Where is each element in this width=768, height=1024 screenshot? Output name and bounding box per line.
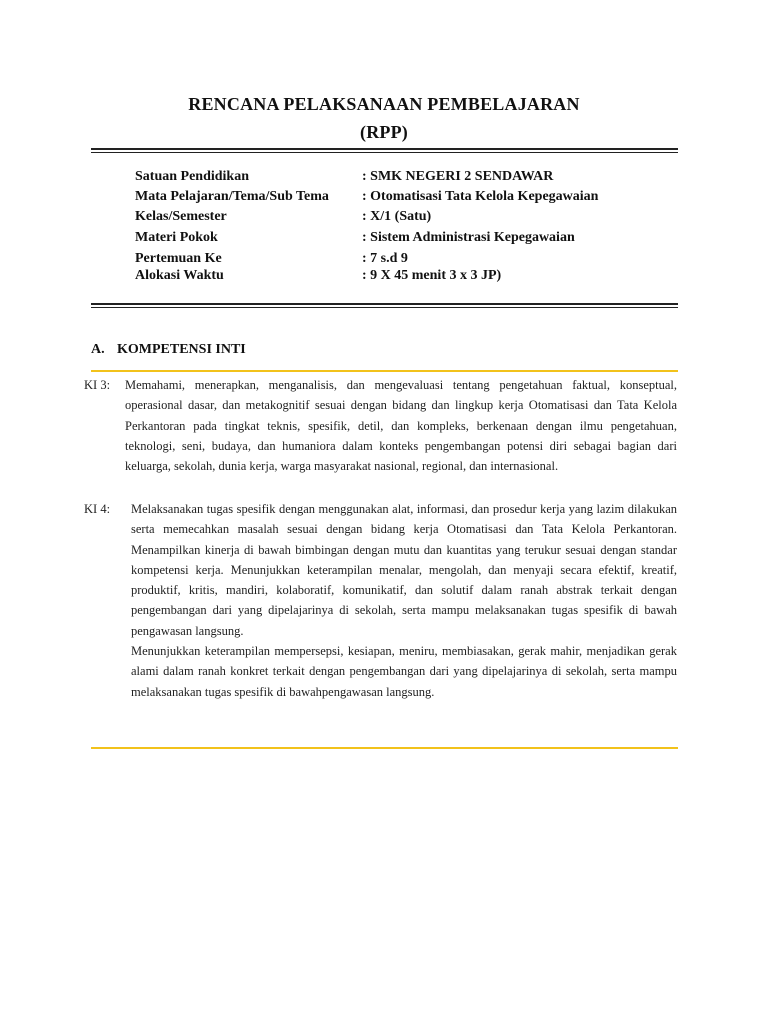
- header-divider-bottom: [91, 303, 678, 308]
- section-title: KOMPETENSI INTI: [117, 342, 246, 357]
- document-subtitle: (RPP): [360, 122, 408, 142]
- document-title: RENCANA PELAKSANAAN PEMBELAJARAN: [188, 94, 580, 114]
- identity-label: Alokasi Waktu: [135, 268, 224, 283]
- identity-label: Mata Pelajaran/Tema/Sub Tema: [135, 189, 329, 204]
- ki-paragraph: [131, 641, 677, 702]
- section-divider-top: [91, 370, 678, 372]
- section-number: A.: [91, 342, 105, 357]
- identity-label: Satuan Pendidikan: [135, 169, 249, 184]
- section-heading: [91, 342, 246, 358]
- identity-label: Materi Pokok: [135, 230, 218, 245]
- ki-text: Memahami, menerapkan, menganalisis, dan mengevaluasi tentang pengetahuan faktual, konseptual, operasional dasar, dan metakognitif sesuai dengan bidang dan lingkup kerja Otomatisasi dan Tata Kelola Perkantoran pada tingkat teknis, spesifik, detil, dan kompleks, berkenaan dengan ilmu pengetahuan, teknologi, seni, budaya, dan humaniora dalam konteks pengembangan potensi diri sebagai bagian dari keluarga, sekolah, dunia kerja, warga masyarakat nasional, regional, dan internasional.: [125, 378, 677, 474]
- ki-paragraph: [131, 499, 677, 641]
- ki-label: KI 4:: [84, 502, 111, 516]
- identity-value: : X/1 (Satu): [362, 209, 432, 224]
- identity-row: [135, 189, 695, 209]
- identity-value: : Otomatisasi Tata Kelola Kepegawaian: [362, 189, 599, 204]
- identity-row: [135, 169, 695, 189]
- identity-value: : 9 X 45 menit 3 x 3 JP): [362, 268, 502, 283]
- ki-text: Melaksanakan tugas spesifik dengan menggunakan alat, informasi, dan prosedur kerja yang lazim dilakukan serta memecahkan masalah sesuai dengan bidang kerja Otomatisasi dan Tata Kelola Perkantoran. Menampilkan kinerja di bawah bimbingan dengan mutu dan kuantitas yang terukur sesuai dengan standar kompetensi kerja. Menunjukkan keterampilan menalar, mengolah, dan menyaji secara efektif, kreatif, produktif, kritis, mandiri, kolaboratif, komunikatif, dan solutif dalam ranah abstrak terkait dengan pengembangan dari yang dipelajarinya di sekolah, serta mampu melaksanakan tugas spesifik di bawah pengawasan langsung.: [131, 502, 677, 638]
- identity-row: [135, 268, 695, 288]
- ki-paragraph: [125, 375, 677, 476]
- ki-text: Menunjukkan keterampilan mempersepsi, kesiapan, meniru, membiasakan, gerak mahir, menjadikan gerak alami dalam ranah konkret terkait dengan pengembangan dari yang dipelajarinya di sekolah, serta mampu melaksanakan tugas spesifik di bawahpengawasan langsung.: [131, 644, 677, 699]
- section-divider-bottom: [91, 747, 678, 749]
- ki-label: KI 3:: [84, 378, 111, 392]
- identity-value: : SMK NEGERI 2 SENDAWAR: [362, 169, 554, 184]
- identity-row: [135, 230, 695, 250]
- identity-value: : Sistem Administrasi Kepegawaian: [362, 230, 575, 245]
- header-divider-top: [91, 148, 678, 153]
- identity-label: Pertemuan Ke: [135, 251, 222, 266]
- identity-value: : 7 s.d 9: [362, 251, 408, 266]
- identity-label: Kelas/Semester: [135, 209, 227, 224]
- identity-row: [135, 209, 695, 229]
